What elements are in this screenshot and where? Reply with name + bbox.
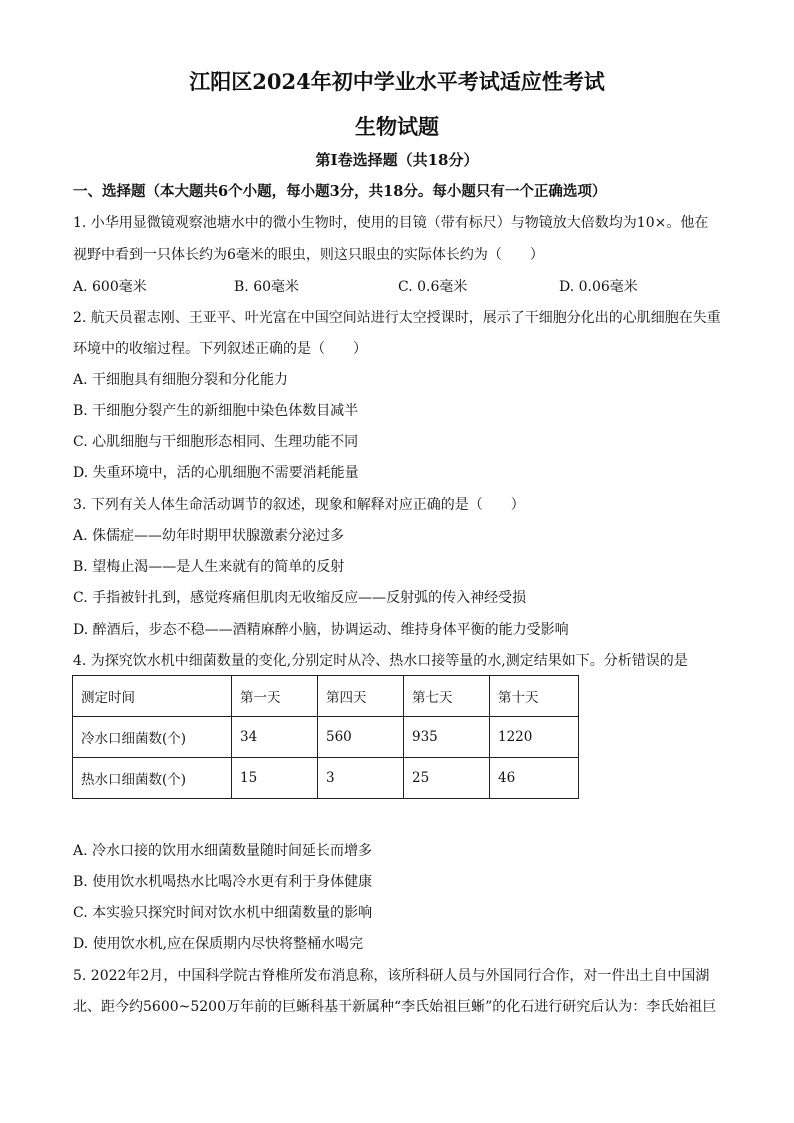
q5-stem-line1: 5. 2022年2月，中国科学院古脊椎所发布消息称，该所科研人员与外国同行合作，对一件出土自中国湖 (73, 968, 710, 984)
table-cell: 15 (232, 758, 318, 799)
table-header-cell: 测定时间 (73, 676, 232, 717)
q1-option-c: C. 0.6毫米 (398, 279, 468, 295)
bacteria-table (72, 675, 579, 799)
q5-stem-line2: 北、距今约5600~5200万年前的巨蜥科基干新属种“李氏始祖巨蜥”的化石进行研究后认为：李氏始祖巨 (73, 999, 717, 1015)
table-header-cell: 第一天 (232, 676, 318, 717)
q4-option-b: B. 使用饮水机喝热水比喝冷水更有利于身体健康 (73, 874, 373, 890)
q3-option-d: D. 醉酒后，步态不稳——酒精麻醉小脑，协调运动、维持身体平衡的能力受影响 (73, 622, 569, 638)
q3-stem: 3. 下列有关人体生命活动调节的叙述，现象和解释对应正确的是（ ） (73, 497, 525, 513)
q4-option-d: D. 使用饮水机,应在保质期内尽快将整桶水喝完 (73, 936, 364, 952)
table-cell: 热水口细菌数(个) (73, 758, 232, 799)
q4-option-c: C. 本实验只探究时间对饮水机中细菌数量的影响 (73, 905, 373, 921)
q2-option-c: C. 心肌细胞与干细胞形态相同、生理功能不同 (73, 434, 359, 450)
subject-title: 生物试题 (355, 114, 439, 139)
q2-option-d: D. 失重环境中，活的心肌细胞不需要消耗能量 (73, 465, 359, 481)
q1-option-b: B. 60毫米 (234, 279, 300, 295)
q1-option-d: D. 0.06毫米 (559, 279, 638, 295)
q1-stem-line1: 1. 小华用显微镜观察池塘水中的微小生物时，使用的目镜（带有标尺）与物镜放大倍数均为10×。他在 (73, 215, 709, 231)
table-header-cell: 第四天 (318, 676, 404, 717)
q2-option-b: B. 干细胞分裂产生的新细胞中染色体数目减半 (73, 403, 359, 419)
q1-option-a: A. 600毫米 (73, 279, 147, 295)
table-cell: 3 (318, 758, 404, 799)
table-header-row (73, 676, 579, 717)
q3-option-a: A. 侏儒症——幼年时期甲状腺激素分泌过多 (73, 528, 345, 544)
q3-option-b: B. 望梅止渴——是人生来就有的简单的反射 (73, 559, 345, 575)
q1-stem-line2: 视野中看到一只体长约为6毫米的眼虫，则这只眼虫的实际体长约为（ ） (73, 247, 544, 263)
table-cell: 935 (404, 717, 490, 758)
table-cell: 34 (232, 717, 318, 758)
table-row (73, 717, 579, 758)
q2-stem-line1: 2. 航天员翟志刚、王亚平、叶光富在中国空间站进行太空授课时，展示了干细胞分化出的心肌细胞在失重 (73, 310, 721, 326)
table-header-cell: 第七天 (404, 676, 490, 717)
table-row (73, 758, 579, 799)
exam-title: 江阳区2024年初中学业水平考试适应性考试 (189, 69, 605, 94)
q2-option-a: A. 干细胞具有细胞分裂和分化能力 (73, 372, 289, 388)
table-cell: 1220 (490, 717, 579, 758)
part-title: 第Ⅰ卷选择题（共18分） (315, 151, 479, 169)
q3-option-c: C. 手指被针扎到，感觉疼痛但肌肉无收缩反应——反射弧的传入神经受损 (73, 590, 527, 606)
table-cell: 560 (318, 717, 404, 758)
q2-stem-line2: 环境中的收缩过程。下列叙述正确的是（ ） (73, 341, 367, 357)
q4-option-a: A. 冷水口接的饮用水细菌数量随时间延长而增多 (73, 843, 373, 859)
table-cell: 46 (490, 758, 579, 799)
table-cell: 冷水口细菌数(个) (73, 717, 232, 758)
table-cell: 25 (404, 758, 490, 799)
q4-stem: 4. 为探究饮水机中细菌数量的变化,分别定时从冷、热水口接等量的水,测定结果如下。分析错误的是 (73, 653, 688, 669)
table-header-cell: 第十天 (490, 676, 579, 717)
section-heading: 一、选择题（本大题共6个小题，每小题3分，共18分。每小题只有一个正确选项） (73, 183, 607, 200)
